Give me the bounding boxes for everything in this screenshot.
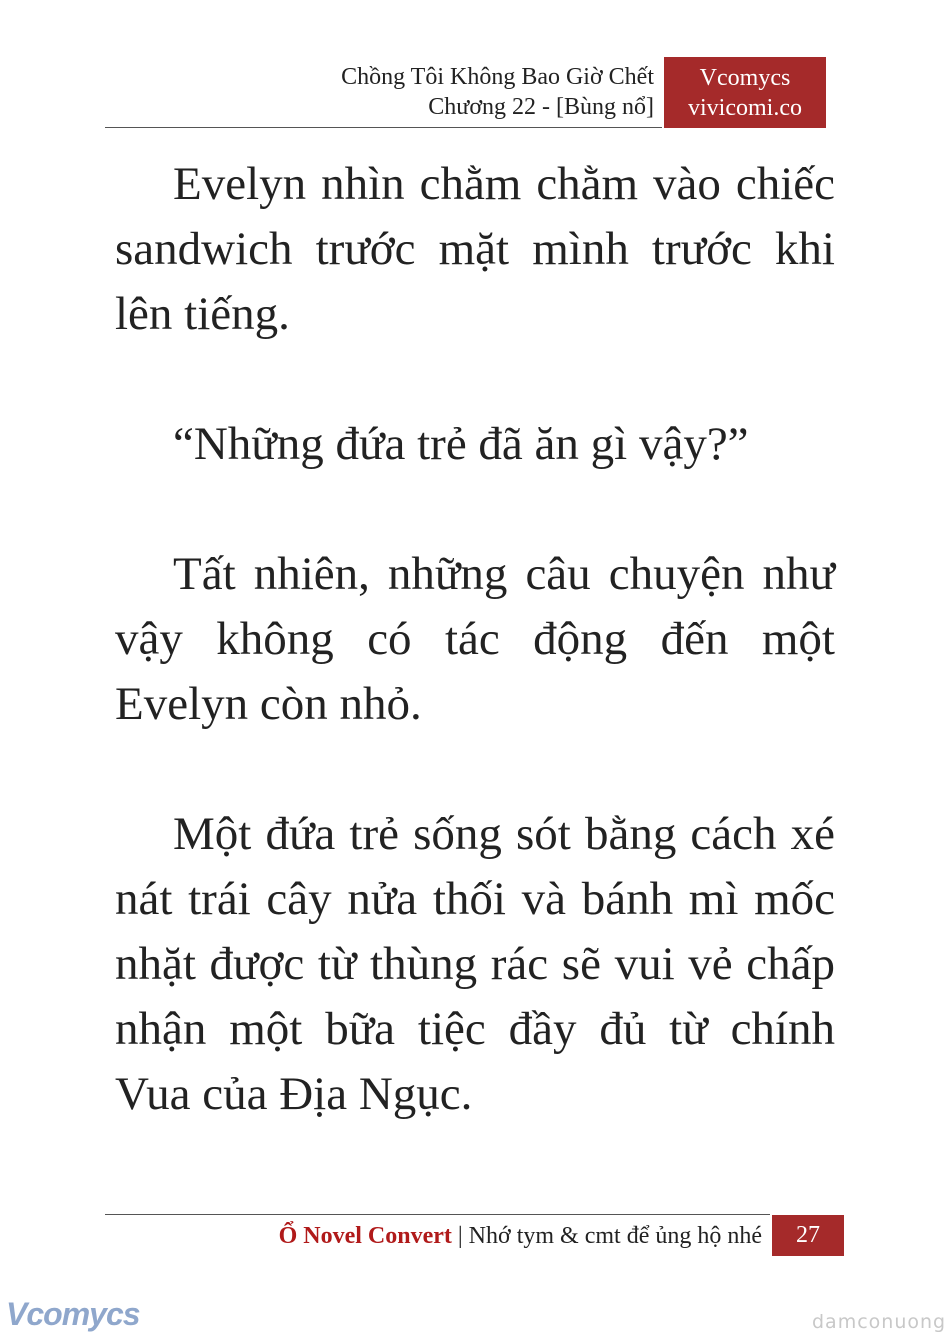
paragraph: Tất nhiên, những câu chuyện như vậy không có tác động đến một Evelyn còn nhỏ. [115,548,835,730]
footer-separator: | [457,1223,463,1249]
footer-note: Nhớ tym & cmt để ủng hộ nhé [468,1223,762,1249]
header-divider [105,127,662,128]
paragraph: “Những đứa trẻ đã ăn gì vậy?” [173,418,749,470]
footer-brand: Ổ Novel Convert [278,1223,452,1249]
footer-divider [105,1214,770,1215]
chapter-body [115,152,835,1127]
footer-text [279,1221,762,1251]
brand-name: Vcomycs [699,65,791,91]
header-brand-box [664,57,826,128]
watermark-logo: Vcomycs [6,1296,140,1332]
paragraph: Evelyn nhìn chằm chằm vào chiếc sandwich trước mặt mình trước khi lên tiếng. [115,158,835,340]
chapter-title: Chương 22 - [Bùng nổ] [428,94,654,120]
page-number: 27 [772,1215,844,1256]
book-title: Chồng Tôi Không Bao Giờ Chết [341,64,654,90]
watermark-text: damconuong [812,1311,947,1333]
paragraph: Một đứa trẻ sống sót bằng cách xé nát trái cây nửa thối và bánh mì mốc nhặt được từ thùng rác sẽ vui vẻ chấp nhận một bữa tiệc đầy đủ từ chính Vua của Địa Ngục. [115,808,835,1120]
brand-website: vivicomi.co [688,95,802,121]
header-text [341,62,654,122]
